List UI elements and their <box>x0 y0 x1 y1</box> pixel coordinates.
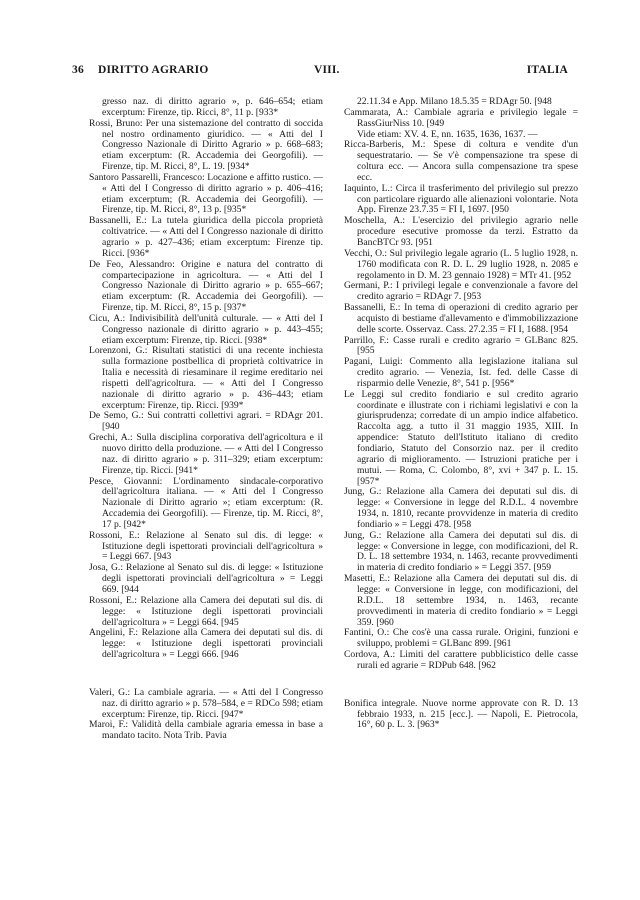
bibliography-entry: 22.11.34 e App. Milano 18.5.35 = RDAgr 50. [948 <box>357 96 552 107</box>
bibliography-entry: Rossoni, E.: Relazione al Senato sul dis. di legge: « Istituzione degli ispettorati provinciali dell'agricoltura » = Leggi 667. [943 <box>89 529 323 563</box>
bibliography-entry: Valeri, G.: La cambiale agraria. — « Atti del I Congresso naz. di diritto agrario » p. 578–584, e = RDCo 598; etiam excerptum: Firenze, tip. Ricci. [947* <box>89 686 323 720</box>
bibliography-entry: Cicu, A.: Indivisibilità dell'unità culturale. — « Atti del I Congresso nazionale di diritto agrario » p. 443–455; etiam excerptum: Firenze, tip. Ricci. [938* <box>89 312 323 346</box>
bibliography-entry: Bassanelli, E.: In tema di operazioni di credito agrario per acquisto di bestiame d'allevamento e d'immobilizzazione delle scorte. Osservaz. Cass. 27.2.35 = FI I, 1688. [954 <box>344 302 578 335</box>
bibliography-entry: Parrillo, F.: Casse rurali e credito agrario = GLBanc 825. [955 <box>344 334 578 357</box>
bibliography-entry: Bassanelli, E.: La tutela giuridica della piccola proprietà coltivatrice. — « Atti del I Congresso nazionale di diritto agrario » p. 427–436; etiam excerptum: Firenze tip. Ricci. [936* <box>89 215 323 259</box>
page-number: 36 <box>72 64 84 76</box>
bibliography-entry: Pagani, Luigi: Commento alla legislazione italiana sul credito agrario. — Venezia, Ist. fed. delle Casse di risparmio delle Venezie, 8°, 541 p. [956* <box>344 356 578 389</box>
bibliography-entry: De Feo, Alessandro: Origine e natura del contratto di compartecipazione in agricoltura. — « Atti del I Congresso Nazionale di Diritto agrario » p. 655–667; etiam excerptum: (R. Accademia dei Georgofili). — Firenze, tip. M. Ricci, 8°, 15 p. [937* <box>89 258 323 314</box>
running-title: DIRITTO AGRARIO <box>98 64 209 76</box>
bibliography-entry: Masetti, E.: Relazione alla Camera dei deputati sul dis. di legge: « Conversione in legge, con modificazioni, del R.D.L. 18 settembre 1934, n. 1463, recante provvedimenti in materia di credito fondiario » = Leggi 359. [960 <box>344 573 578 628</box>
bibliography-entry: Germani, P.: I privilegi legale e convenzionale a favore del credito agrario = RDAgr 7. [953 <box>344 280 578 303</box>
bibliography-entry: Josa, G.: Relazione al Senato sul dis. di legge: « Istituzione degli ispettorati provinciali dell'agricoltura » = Leggi 669. [944 <box>89 562 323 595</box>
bibliography-entry: Vecchi, O.: Sul privilegio legale agrario (L. 5 luglio 1928, n. 1760 modificata con R. D. L. 29 luglio 1928, n. 2085 e regolamento in D. M. 23 gennaio 1928) = MTr 41. [952 <box>344 247 578 281</box>
column-gap <box>89 661 323 688</box>
bibliography-entry: Rossi, Bruno: Per una sistemazione del contratto di soccida nel nostro ordinamento giuridico. — « Atti del I Congresso Nazionale di Diritto Agrario » p. 668–683; etiam excerptum: (R. Accademia dei Georgofili). — Firenze, tip. M. Ricci, 8°, L. 19. [934* <box>89 117 323 173</box>
bibliography-entry: Moschella, A.: L'esercizio del privilegio agrario nelle procedure esecutive promosse da terzi. Estratto da BancBTCr 93. [951 <box>344 215 578 248</box>
bibliography-entry: Vide etiam: XV. 4. E, nn. 1635, 1636, 1637. — <box>357 128 538 140</box>
bibliography-entry: Iaquinto, L.: Circa il trasferimento del privilegio sul prezzo con particolare riguardo alle alienazioni volontarie. Nota App. Firenze 23.7.35 = FI I, 1697. [950 <box>344 182 578 216</box>
right-column <box>344 97 578 731</box>
left-column <box>89 97 323 742</box>
bibliography-entry: De Semo, G.: Sui contratti collettivi agrari. = RDAgr 201. [940 <box>89 410 323 433</box>
bibliography-entry: Bonifica integrale. Nuove norme approvate con R. D. 13 febbraio 1933, n. 215 [ecc.]. — Napoli, E. Pietrocola, 16°, 60 p. L. 3. [963* <box>344 697 578 731</box>
column-gap <box>344 672 578 699</box>
bibliography-entry: Angelini, F.: Relazione alla Camera dei deputati sul dis. di legge: « Istituzione degli ispettorati provinciali dell'agricoltura » = Leggi 666. [946 <box>89 627 323 661</box>
bibliography-entry: Le Leggi sul credito fondiario e sul credito agrario coordinate e illustrate con i richiami legislativi e con la giurisprudenza; corredate di un ampio indice alfabetico. Raccolta agg. a tutto il 31 maggio 1935, XIII. In appendice: Statuto dell'Istituto italiano di credito fondiario, Statuto del Consorzio naz. per il credito agrario di miglioramento. — Istruzioni pratiche per i mutui. — Roma, C. Colombo, 8°, xvi + 347 p. L. 15. [957* <box>344 388 578 487</box>
bibliography-entry: Jung, G.: Relazione alla Camera dei deputati sul dis. di legge: « Conversione in legge, con modificazioni, del R. D. L. 18 settembre 1934, n. 1463, recante provvedimenti in materia di credito fondiario » = Leggi 357. [959 <box>344 529 578 574</box>
bibliography-entry: Grechi, A.: Sulla disciplina corporativa dell'agricoltura e il nuovo diritto della produzione. — « Atti del I Congresso naz. di diritto agrario » p. 311–329; etiam excerptum: Firenze, tip. Ricci. [941* <box>89 432 323 476</box>
bibliography-entry: Cordova, A.: Limiti del carattere pubblicistico delle casse rurali ed agrarie = RDPub 648. [962 <box>344 649 578 671</box>
bibliography-entry: Maroi, F.: Validità della cambiale agraria emessa in base a mandato tacito. Nota Trib. Pavia <box>89 719 323 742</box>
bibliography-entry: Ricca-Barberis, M.: Spese di coltura e vendite d'un sequestratario. — Se v'è compensazione tra spese di coltura ecc. — Ancora sulla compensazione tra spese ecc. <box>344 139 578 183</box>
bibliography-entry: Cammarata, A.: Cambiale agraria e privilegio legale = RassGiurNiss 10. [949 <box>344 106 578 129</box>
bibliography-entry: Santoro Passarelli, Francesco: Locazione e affitto rustico. — « Atti del I Congresso di diritto agrario » p. 406–416; etiam excerptum; (R. Accademia dei Georgofili). — Firenze, tip. M. Ricci, 8°, 13 p. [935* <box>89 171 323 216</box>
bibliography-entry: Lorenzoni, G.: Risultati statistici di una recente inchiesta sulla formazione postbellica di proprietà coltivatrice in Italia e necessità di riesaminare il regime ereditario nei rispetti dell'agricoltura. — « Atti del I Congresso nazionale di diritto agrario » p. 436–443; etiam excerptum: Firenze, tip. Ricci. [939* <box>89 345 323 411</box>
section-number: VIII. <box>314 64 340 76</box>
bibliography-entry: Fantini, O.: Che cos'è una cassa rurale. Origini, funzioni e sviluppo, problemi = GLBanc 899. [961 <box>344 627 578 650</box>
bibliography-entry: Jung, G.: Relazione alla Camera dei deputati sul dis. di legge: « Conversione in legge del R.D.L. 4 novembre 1934, n. 1810, recante provvidenze in materia di credito fondiario » = Leggi 478. [958 <box>344 486 578 530</box>
bibliography-entry: Rossoni, E.: Relazione alla Camera dei deputati sul dis. di legge: « Istituzione degli ispettorati provinciali dell'agricoltura » = Leggi 664. [945 <box>89 594 323 628</box>
bibliography-entry: Pesce, Giovanni: L'ordinamento sindacale-corporativo dell'agricoltura italiana. — « Atti del I Congresso Nazionale di Diritto agrario »; etiam excerptum: (R. Accademia dei Georgofili). — Firenze, tip. M. Ricci, 8°, 17 p. [942* <box>89 475 323 530</box>
bibliography-entry: gresso naz. di diritto agrario », p. 646–654; etiam excerptum: Firenze, tip. Ricci, 8°, 11 p. [933* <box>102 96 323 118</box>
country-label: ITALIA <box>526 64 568 76</box>
